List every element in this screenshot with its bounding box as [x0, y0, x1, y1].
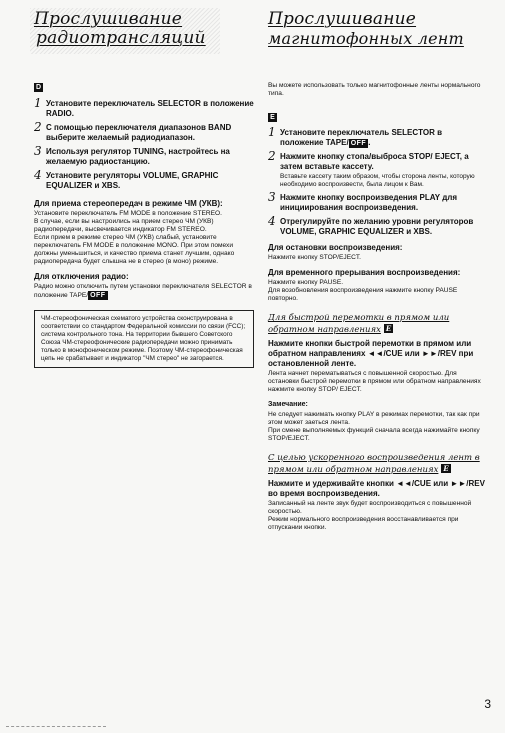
radio-off-heading: Для отключения радио:: [34, 272, 129, 281]
step-number: 2: [268, 149, 276, 163]
fast-wind-paragraph: Лента начнет перематываться с повышенной скоростью. Для остановки быстрой перемотки в прямом или обратном направлениях нажмите кнопку STOP/ EJECT.: [268, 370, 481, 393]
section-badge-d: D: [35, 84, 42, 91]
left-step-4: [34, 168, 254, 191]
tape-intro: Вы можете использовать только магнитофонные ленты нормального типа.: [268, 82, 481, 97]
fm-note-box: [34, 310, 254, 368]
right-title-line1: Прослушивание: [268, 9, 417, 29]
pause-heading: Для временного прерывания воспроизведения:: [268, 268, 461, 277]
remark-heading: Замечание:: [268, 401, 308, 408]
left-step-1: [34, 96, 254, 119]
remark-paragraph-2: При смене выполняемых функций сначала всегда нажимайте кнопку STOP/EJECT.: [268, 427, 480, 442]
fm-heading: Для приема стереопередач в режиме ЧМ (УКВ):: [34, 199, 223, 208]
left-title-line1: Прослушивание: [34, 9, 183, 29]
cue-badge: E: [443, 464, 449, 473]
right-step-1: [268, 125, 486, 148]
right-step-4: [268, 214, 486, 237]
remark-paragraph-1: Не следует нажимать кнопку PLAY в режимах перемотки, так как при этом может заеться лента.: [268, 411, 480, 426]
right-step-3: [268, 190, 486, 213]
left-step-2: [34, 120, 254, 143]
right-title-line2: магнитофонных лент: [268, 29, 464, 48]
left-title-line2: радиотрансляций: [36, 28, 206, 48]
step-number: 4: [34, 168, 42, 182]
pause-paragraph-2: Для возобновления воспроизведения нажмите кнопку PAUSE повторно.: [268, 287, 458, 302]
page-number: 3: [484, 697, 491, 711]
right-step-2: [268, 149, 486, 189]
fm-paragraph-2: В случае, если вы настроились на прием стерео ЧМ (УКВ) радиопередачи, высвечивается индикатор FM STEREO.: [34, 218, 214, 233]
stop-heading: Для остановки воспроизведения:: [268, 243, 403, 252]
cue-paragraph-1: Записанный на ленте звук будет воспроизводиться с повышенной скоростью.: [268, 500, 472, 515]
radio-off-paragraph: [34, 283, 254, 300]
cue-paragraph-2: Режим нормального воспроизведения восстанавливается при отпускании кнопки.: [268, 516, 459, 531]
pause-paragraph-1: Нажмите кнопку PAUSE.: [268, 279, 344, 286]
step-text: Нажмите кнопку воспроизведения PLAY для инициирования воспроизведения.: [280, 193, 458, 212]
step-tail: .: [368, 138, 371, 147]
step-text: Нажмите кнопку стопа/выброса STOP/ EJECT, а затем вставьте кассету.: [280, 152, 469, 171]
step-text: Используя регулятор TUNING, настройтесь на желаемую радиостанцию.: [46, 147, 230, 166]
radio-off-text: Радио можно отключить путем установки переключателя SELECTOR в положение TAPE/: [34, 283, 252, 299]
scan-artifact-line: [6, 726, 106, 727]
fast-wind-title: [268, 313, 486, 336]
left-title-block: [34, 10, 234, 54]
fast-wind-badge: E: [385, 324, 392, 333]
step-number: 3: [34, 144, 42, 158]
fm-paragraph-1: Установите переключатель FM MODE в положение STEREO.: [34, 210, 222, 217]
fast-wind-heading: Нажмите кнопки быстрой перемотки в прямом или обратном направлениях ◄◄/CUE или ►►/REV при остановленной ленте.: [268, 339, 474, 368]
off-label: OFF: [350, 140, 367, 147]
stop-paragraph: Нажмите кнопку STOP/EJECT.: [268, 254, 362, 261]
step-text: Отрегулируйте по желанию уровни регуляторов VOLUME, GRAPHIC EQUALIZER и XBS.: [280, 217, 474, 236]
step-number: 2: [34, 120, 42, 134]
left-body: [34, 76, 254, 368]
step-number: 3: [268, 190, 276, 204]
step-number: 1: [34, 96, 42, 110]
cue-title-text: С целью ускоренного воспроизведения лент в прямом или обратном направлениях: [268, 453, 480, 475]
cue-heading: Нажмите и удерживайте кнопки ◄◄/CUE или ►►/REV во время воспроизведения.: [268, 479, 485, 498]
right-title-block: [268, 10, 478, 54]
step-text: Установите переключатель SELECTOR в положение RADIO.: [46, 99, 254, 118]
cue-title: [268, 453, 486, 476]
step-number: 4: [268, 214, 276, 228]
off-label: OFF: [90, 292, 106, 299]
section-badge-e: E: [268, 113, 277, 122]
step-text: Установите переключатель SELECTOR в положение TAPE/: [280, 128, 442, 147]
left-step-3: [34, 144, 254, 167]
step-text: Установите регуляторы VOLUME, GRAPHIC EQUALIZER и XBS.: [46, 171, 219, 190]
fm-paragraph-3: Если прием в режиме стерео ЧМ (УКВ) слабый, установите переключатель FM MODE в положение MONO. При этом помехи должны уменьшиться, и качество приема станет лучшим, однако радиопередача будет слышна не в стерео (в моно) режиме.: [34, 234, 235, 265]
fm-note-text: ЧМ-стереофоническая схематого устройства сконструирована в соответствии со стандартом Федеральной комиссии по связи (FCC); система контрольного тона. На территории бывшего Советского Союза ЧМ-стереофонические радиопередачи можно принимать только в монофоническом режиме. Поэтому ЧМ-стереофоническая цепь не срабатывает и индикатор "ЧМ стерео" не загорается.: [41, 315, 246, 362]
step-number: 1: [268, 125, 276, 139]
fast-wind-title-text: Для быстрой перемотки в прямом или обратном направлениях: [268, 313, 450, 335]
step-subtext: Вставьте кассету таким образом, чтобы сторона ленты, которую необходимо воспроизвести, была лицом к Вам.: [280, 173, 475, 188]
right-body: [268, 82, 486, 532]
step-text: С помощью переключателя диапазонов BAND выберите желаемый радиодиапазон.: [46, 123, 232, 142]
